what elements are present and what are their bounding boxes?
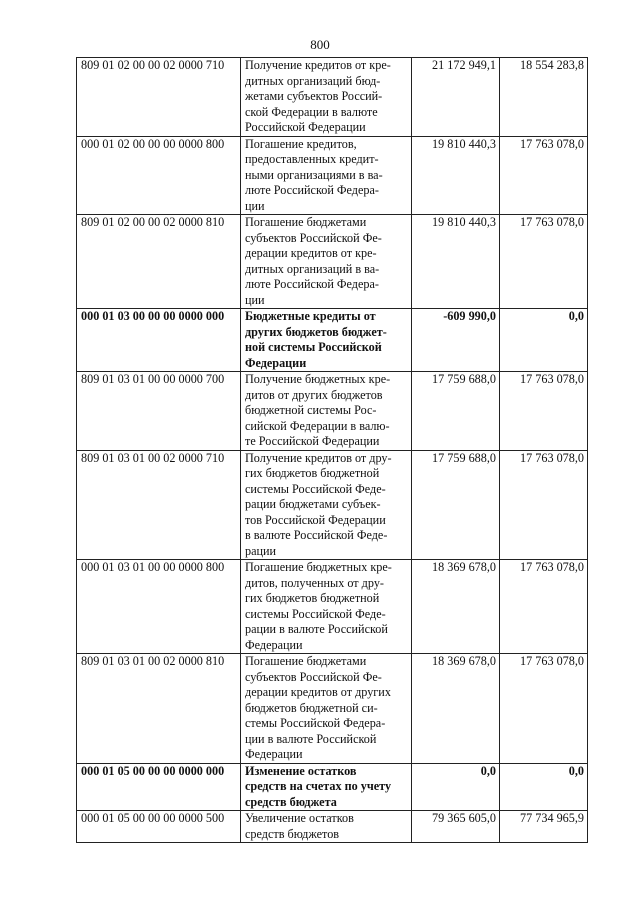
item-name-line: в валюте Российской Феде- [245,528,388,542]
item-name-cell [241,811,412,843]
item-name-line: Бюджетные кредиты от [245,309,376,323]
item-name-line: ной системы Российской [245,340,382,354]
item-name-line: Погашение кредитов, [245,136,357,151]
item-name-line: Федерации [245,747,303,761]
table-row [77,136,588,215]
item-name-line: Российской Федерации [245,120,366,134]
item-name-line: тов Российской Федерации [245,512,386,527]
amount-year-1-cell: 17 759 688,0 [412,450,500,560]
amount-year-2-cell: 17 763 078,0 [500,215,588,309]
item-name-line: системы Российской Феде- [245,481,386,496]
item-name-line: гих бюджетов бюджетной [245,591,380,605]
item-name-line: люте Российской Федера- [245,183,379,197]
item-name-line: бюджетов бюджетной си- [245,700,378,715]
table-row [77,811,588,843]
item-name-cell [241,309,412,372]
item-name-line: ской Федерации в валюте [245,104,378,119]
budget-code-cell: 809 01 03 01 00 00 0000 700 [77,372,241,451]
amount-year-2-cell: 0,0 [500,309,588,372]
item-name-line: Федерации [245,637,303,652]
item-name-line: дитов от других бюджетов [245,387,383,402]
item-name-cell [241,372,412,451]
item-name-line: субъектов Российской Фе- [245,669,382,684]
item-name-line: дерации кредитов от кре- [245,246,377,260]
item-name-cell [241,136,412,215]
table-row [77,215,588,309]
item-name-line: люте Российской Федера- [245,277,379,291]
table-body [77,58,588,843]
amount-year-1-cell: 79 365 605,0 [412,811,500,843]
item-name-cell [241,450,412,560]
budget-sources-table [76,57,588,843]
amount-year-2-cell: 17 763 078,0 [500,372,588,451]
amount-year-2-cell: 17 763 078,0 [500,654,588,764]
amount-year-2-cell: 77 734 965,9 [500,811,588,843]
budget-code-cell: 000 01 05 00 00 00 0000 500 [77,811,241,843]
item-name-line: Получение кредитов от кре- [245,58,391,72]
budget-code-cell: 000 01 03 00 00 00 0000 000 [77,309,241,372]
amount-year-2-cell: 17 763 078,0 [500,450,588,560]
item-name-line: средств бюджетов [245,826,340,841]
table-row [77,450,588,560]
budget-code-cell: 000 01 03 01 00 00 0000 800 [77,560,241,654]
item-name-line: Изменение остатков [245,763,357,778]
amount-year-2-cell: 18 554 283,8 [500,58,588,137]
item-name-line: дитных организаций бюд- [245,73,381,88]
item-name-line: бюджетной системы Рос- [245,403,377,417]
item-name-line: Получение кредитов от дру- [245,450,392,465]
amount-year-1-cell: 21 172 949,1 [412,58,500,137]
table-row [77,58,588,137]
item-name-line: рации в валюте Российской [245,622,388,636]
item-name-line: ции [245,198,265,213]
amount-year-2-cell: 0,0 [500,763,588,811]
amount-year-1-cell: 19 810 440,3 [412,136,500,215]
item-name-line: Погашение бюджетами [245,215,367,229]
item-name-line: те Российской Федерации [245,434,380,448]
item-name-line: рации бюджетами субъек- [245,497,381,511]
page-number: 800 [310,37,330,52]
item-name-line: Погашение бюджетами [245,654,367,668]
table-row [77,763,588,811]
budget-code-cell: 809 01 03 01 00 02 0000 710 [77,450,241,560]
item-name-line: ными организациями в ва- [245,167,383,182]
amount-year-2-cell: 17 763 078,0 [500,560,588,654]
amount-year-1-cell: -609 990,0 [412,309,500,372]
item-name-cell [241,763,412,811]
budget-code-cell: 000 01 05 00 00 00 0000 000 [77,763,241,811]
item-name-line: рации [245,543,277,558]
item-name-cell [241,58,412,137]
item-name-line: Федерации [245,355,307,370]
amount-year-1-cell: 18 369 678,0 [412,654,500,764]
amount-year-2-cell: 17 763 078,0 [500,136,588,215]
item-name-line: дитных организаций в ва- [245,261,380,276]
item-name-cell [241,654,412,764]
item-name-line: сийской Федерации в валю- [245,418,390,433]
amount-year-1-cell: 18 369 678,0 [412,560,500,654]
item-name-line: жетами субъектов Россий- [245,89,383,103]
item-name-line: дерации кредитов от других [245,685,391,699]
item-name-line: Увеличение остатков [245,811,354,825]
item-name-line: Получение бюджетных кре- [245,372,391,386]
table-row [77,372,588,451]
item-name-line: Погашение бюджетных кре- [245,560,392,574]
budget-code-cell: 809 01 03 01 00 02 0000 810 [77,654,241,764]
amount-year-1-cell: 17 759 688,0 [412,372,500,451]
item-name-line: гих бюджетов бюджетной [245,466,380,480]
item-name-line: стемы Российской Федера- [245,716,386,730]
item-name-line: ции в валюте Российской [245,731,377,746]
item-name-line: других бюджетов бюджет- [245,324,387,339]
item-name-line: дитов, полученных от дру- [245,575,384,590]
table-row [77,560,588,654]
item-name-line: ции [245,292,265,307]
amount-year-1-cell: 19 810 440,3 [412,215,500,309]
item-name-line: субъектов Российской Фе- [245,230,382,245]
budget-code-cell: 000 01 02 00 00 00 0000 800 [77,136,241,215]
table-row [77,654,588,764]
item-name-cell [241,560,412,654]
item-name-line: средств бюджета [245,794,337,809]
item-name-cell [241,215,412,309]
amount-year-1-cell: 0,0 [412,763,500,811]
table-row [77,309,588,372]
budget-code-cell: 809 01 02 00 00 02 0000 710 [77,58,241,137]
item-name-line: средств на счетах по учету [245,779,392,793]
item-name-line: системы Российской Феде- [245,606,386,621]
budget-code-cell: 809 01 02 00 00 02 0000 810 [77,215,241,309]
item-name-line: предоставленных кредит- [245,152,379,166]
